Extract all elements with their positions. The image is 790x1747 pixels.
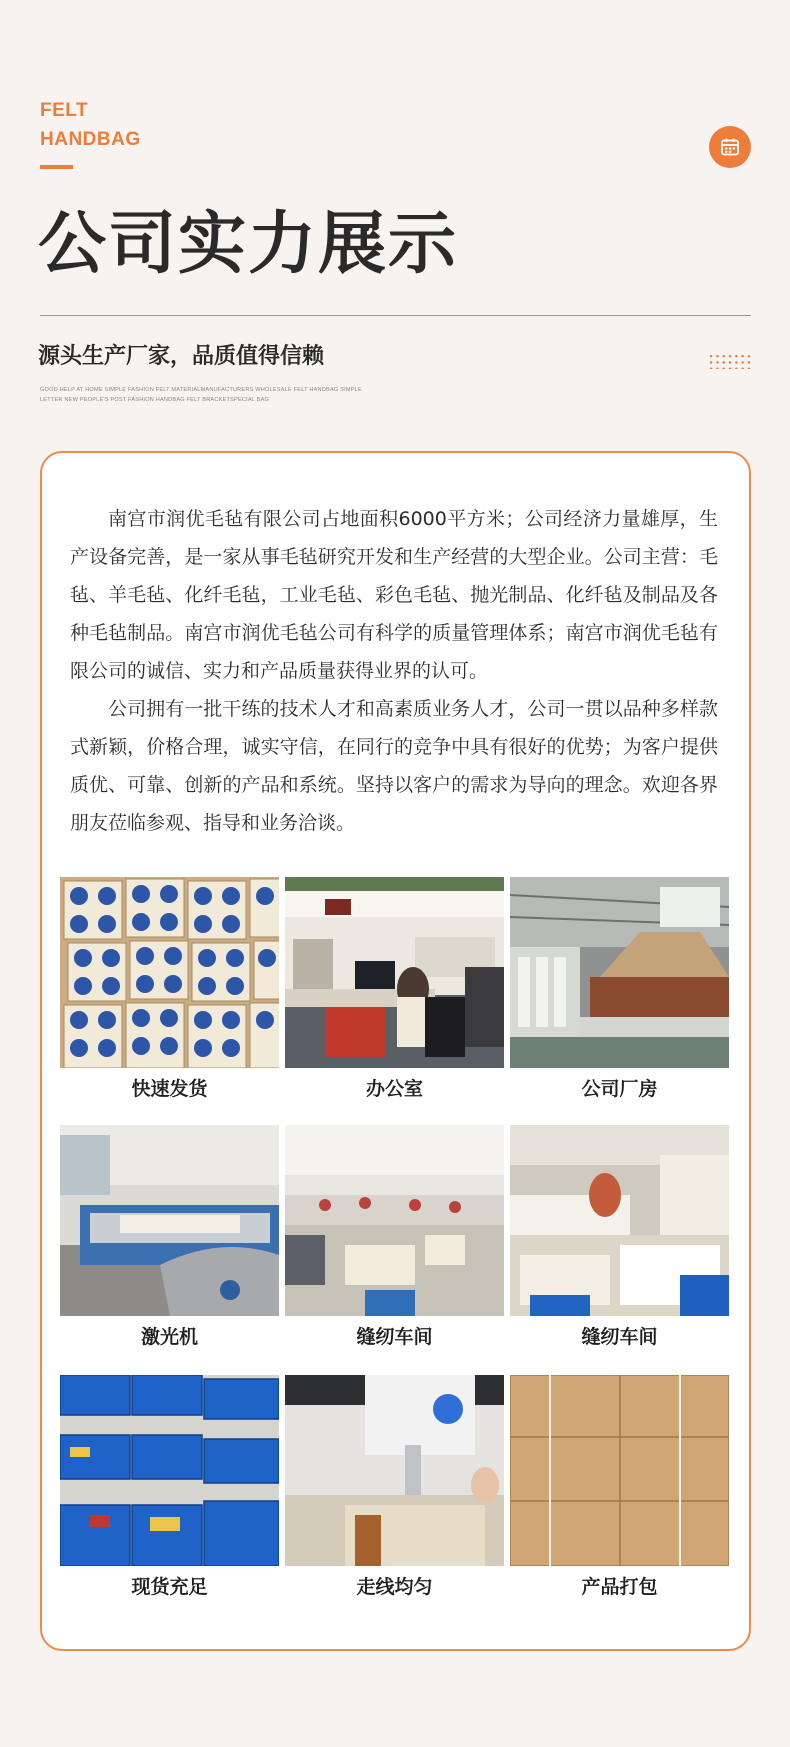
stock-photo [60,1375,279,1566]
gallery-item-even-stitching [285,1375,504,1600]
brand-line-2: HANDBAG [40,129,141,150]
caption-even-stitching: 走线均匀 [356,1576,433,1598]
company-intro [70,500,718,842]
packing-photo [510,1375,729,1566]
caption-stock: 现货充足 [131,1576,208,1598]
caption-sewing-workshop-2: 缝纫车间 [581,1326,658,1348]
caption-packing: 产品打包 [581,1576,658,1598]
office-photo [285,877,504,1068]
gallery-item-shipping [60,877,279,1102]
caption-sewing-workshop-1: 缝纫车间 [356,1326,433,1348]
laser-machine-photo [60,1125,279,1316]
caption-factory: 公司厂房 [581,1078,658,1100]
intro-paragraph-1: 南宫市润优毛毡有限公司占地面积6000平方米；公司经济力量雄厚，生产设备完善，是一家从事毛毡研究开发和生产经营的大型企业。公司主营：毛毡、羊毛毡、化纤毛毡，工业毛毡、彩色毛毡、抛光制品、化纤毡及制品及各种毛毡制品。南宫市润优毛毡公司有科学的质量管理体系；南宫市润优毛毡有限公司的诚信、实力和产品质量获得业界的认可。 [70,508,718,682]
brand-wordmark [40,96,141,154]
page-subtitle: 源头生产厂家，品质值得信赖 [38,344,325,369]
title-divider [40,315,751,316]
gallery-item-stock [60,1375,279,1600]
intro-paragraph-2: 公司拥有一批干练的技术人才和高素质业务人才，公司一贯以品种多样款式新颖，价格合理，诚实守信，在同行的竞争中具有很好的优势；为客户提供质优、可靠、创新的产品和系统。坚持以客户的需求为导向的理念。欢迎各界朋友莅临参观、指导和业务洽谈。 [70,698,718,834]
calendar-icon [720,137,740,157]
dot-pattern-decoration [708,353,752,369]
brand-accent-bar [40,165,73,169]
gallery-item-sewing-workshop-2 [510,1125,729,1350]
fine-print-line-1: GOOD HELP AT HOME SIMPLE FASHION FELT MATERIALMANUFACTURERS WHOLESALE FELT HANDBAG SIMPLE [40,387,362,393]
fine-print-line-2: LETTER NEW PEOPLE'S POST FASHION HANDBAG FELT BRACKETSPECIAL BAG [40,396,270,403]
brand-line-1: FELT [40,100,89,121]
sewing-workshop-photo-1 [285,1125,504,1316]
shipping-photo [60,877,279,1068]
gallery-item-office [285,877,504,1102]
sewing-workshop-photo-2 [510,1125,729,1316]
page-title: 公司实力展示 [38,205,459,284]
gallery-item-laser-machine [60,1125,279,1350]
gallery-item-sewing-workshop-1 [285,1125,504,1350]
fine-print [40,386,410,405]
caption-office: 办公室 [365,1078,423,1100]
caption-laser-machine: 激光机 [140,1326,198,1348]
gallery-item-factory [510,877,729,1102]
calendar-badge [709,126,751,168]
gallery-item-packing [510,1375,729,1600]
factory-photo [510,877,729,1068]
caption-shipping: 快速发货 [131,1078,208,1100]
even-stitching-photo [285,1375,504,1566]
